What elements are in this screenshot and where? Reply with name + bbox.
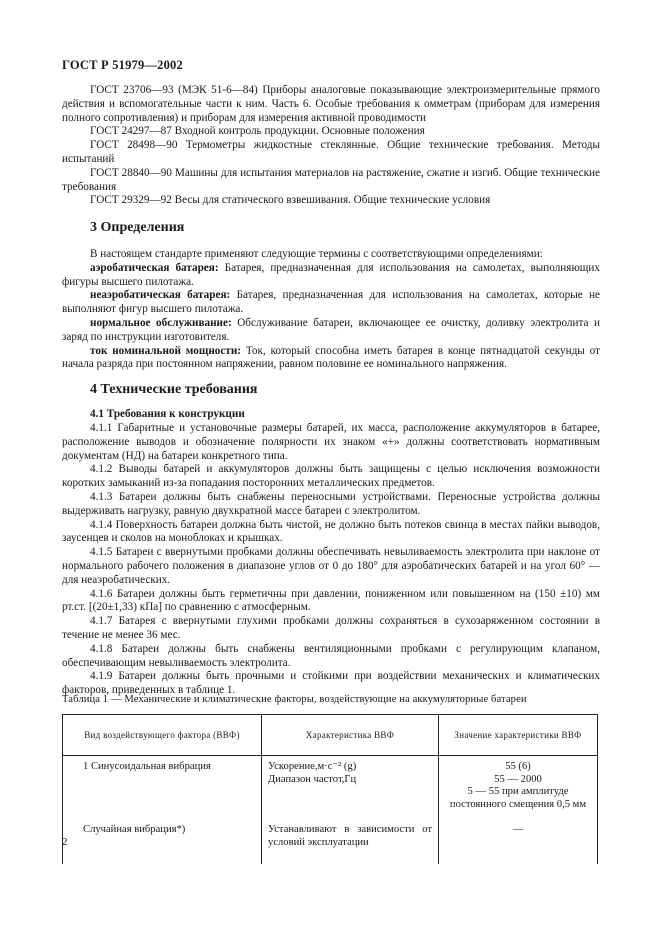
value-line: —: [512, 824, 524, 835]
definitions-intro: В настоящем стандарте применяют следующие термины с соответствующими определениями:: [90, 248, 543, 260]
standard-code-header: ГОСТ Р 51979—2002: [62, 58, 183, 72]
table-header-cell: Характеристика ВВФ: [262, 715, 439, 756]
definition-term: ток номинальной мощности:: [90, 344, 241, 357]
definition-term: аэробатическая батарея:: [90, 261, 219, 274]
requirement-item: 4.1.5 Батареи с ввернутыми пробками должны обеспечивать невыливаемость электролита при наклоне от нормального рабочего положения в диапазоне углов от 0 до 180° для аэробатических батарей и на угол 60° — для неаэробатических.: [62, 546, 600, 586]
characteristic-line: Диапазон частот,Гц: [268, 773, 357, 785]
table-cell-values: [439, 819, 598, 864]
requirement-item: 4.1.3 Батареи должны быть снабжены переносными устройствами. Переносные устройства должны выдерживать нагрузку, равную двухкратной массе батареи с электролитом.: [62, 490, 600, 517]
definition-item: [62, 317, 600, 345]
definition-text: Батарея, предназначенная для использования на самолетах, выполняющих фигуры высшего пилотажа.: [62, 261, 600, 288]
value-line: постоянного смещения 0,5 мм: [449, 798, 587, 810]
characteristic-line: Устанавливают в зависимости от условий эксплуатации: [268, 824, 432, 848]
value-line: 55 — 2000: [494, 773, 542, 785]
definition-text: Обслуживание батареи, включающее ее очистку, доливку электролита и заряд по инструкции изготовителя.: [62, 316, 600, 343]
requirement-item: 4.1.9 Батареи должны быть прочными и стойкими при воздействии механических и климатических факторов, приведенных в таблице 1.: [62, 670, 600, 697]
table-cell-characteristics: [262, 819, 439, 864]
reference-item: ГОСТ 23706—93 (МЭК 51-6—84) Приборы аналоговые показывающие электроизмерительные прямого действия и вспомогательные части к ним. Часть 6. Особые требования к омметрам (приборам для измерения полного сопротивления) и приборам для измерения активной проводимости: [62, 84, 600, 124]
definition-text: Батарея, предназначенная для использования на самолетах, которые не выполняют фигур высшего пилотажа.: [62, 289, 600, 316]
definitions-block: [62, 248, 600, 372]
section-4-title: 4 Технические требования: [90, 382, 258, 397]
definition-text: Ток, который способна иметь батарея в конце пятнадцатой секунды от начала разряда при постоянном напряжении, равном половине ее номинального напряжения.: [62, 344, 601, 371]
table-cell-characteristics: [262, 756, 439, 820]
definition-item: [62, 289, 600, 317]
reference-item: ГОСТ 29329—92 Весы для статического взвешивания. Общие технические условия: [90, 194, 491, 207]
requirement-item: 4.1.4 Поверхность батареи должна быть чистой, не должно быть потеков свинца в местах пайки выводов, заусенцев и сколов на моноблоках и крышках.: [62, 518, 600, 545]
table-1-caption: Таблица 1 — Механические и климатические факторы, воздействующие на аккумуляторные батареи: [62, 694, 527, 705]
table-header-cell: Значение характеристики ВВФ: [439, 715, 598, 756]
requirement-item: 4.1.1 Габаритные и установочные размеры батарей, их масса, расположение аккумуляторов в батарее, расположение выводов и обозначение полярности их знаком «+» должны соответствовать нормативным документам (НД) на батареи конкретного типа.: [62, 422, 600, 462]
requirement-item: 4.1.2 Выводы батарей и аккумуляторов должны быть защищены с целью исключения возможности коротких замыканий из-за попадания посторонних металлических предметов.: [62, 463, 600, 490]
value-line: 55 (6): [505, 761, 531, 772]
table-row: [63, 819, 598, 864]
table-row: [63, 756, 598, 820]
subsection-4-1-title: 4.1 Требования к конструкции: [90, 408, 245, 420]
table-1: [62, 714, 598, 864]
reference-item: ГОСТ 24297—87 Входной контроль продукции. Основные положения: [90, 125, 425, 138]
requirement-item: 4.1.8 Батареи должны быть снабжены вентиляционными пробками с регулирующим клапаном, обеспечивающим невыливаемость электролита.: [62, 642, 600, 669]
definition-item: [62, 345, 600, 373]
section-3-title: 3 Определения: [90, 220, 185, 235]
reference-item: ГОСТ 28498—90 Термометры жидкостные стеклянные. Общие технические требования. Методы испытаний: [62, 139, 600, 165]
table-header-cell: Вид воздействующего фактора (ВВФ): [63, 715, 262, 756]
requirements-block: [62, 422, 600, 698]
definition-term: нормальное обслуживание:: [90, 316, 232, 329]
requirement-item: 4.1.6 Батареи должны быть герметичны при давлении, пониженном или повышенном на (150 ±10) мм рт.ст. [(20±1,33) кПа] по сравнению с атмосферным.: [62, 587, 600, 614]
table-header-row: [63, 715, 598, 756]
table-cell-factor: 1 Синусоидальная вибрация: [63, 756, 262, 820]
requirement-item: 4.1.7 Батарея с ввернутыми глухими пробками должны сохраняться в сухозаряженном состоянии в течение не менее 36 мес.: [62, 615, 600, 641]
characteristic-line: Ускорение,м·с⁻² (g): [268, 761, 357, 772]
reference-item: ГОСТ 28840—90 Машины для испытания материалов на растяжение, сжатие и изгиб. Общие технические требования: [62, 166, 600, 193]
definition-term: неаэробатическая батарея:: [90, 289, 231, 302]
table-cell-values: [439, 756, 598, 820]
value-line: 5 — 55 при амплитуде: [467, 786, 569, 797]
references-block: [62, 84, 600, 208]
table-cell-factor: Случайная вибрация*): [63, 819, 262, 864]
page-number: 2: [62, 836, 68, 848]
definition-item: [62, 262, 600, 290]
